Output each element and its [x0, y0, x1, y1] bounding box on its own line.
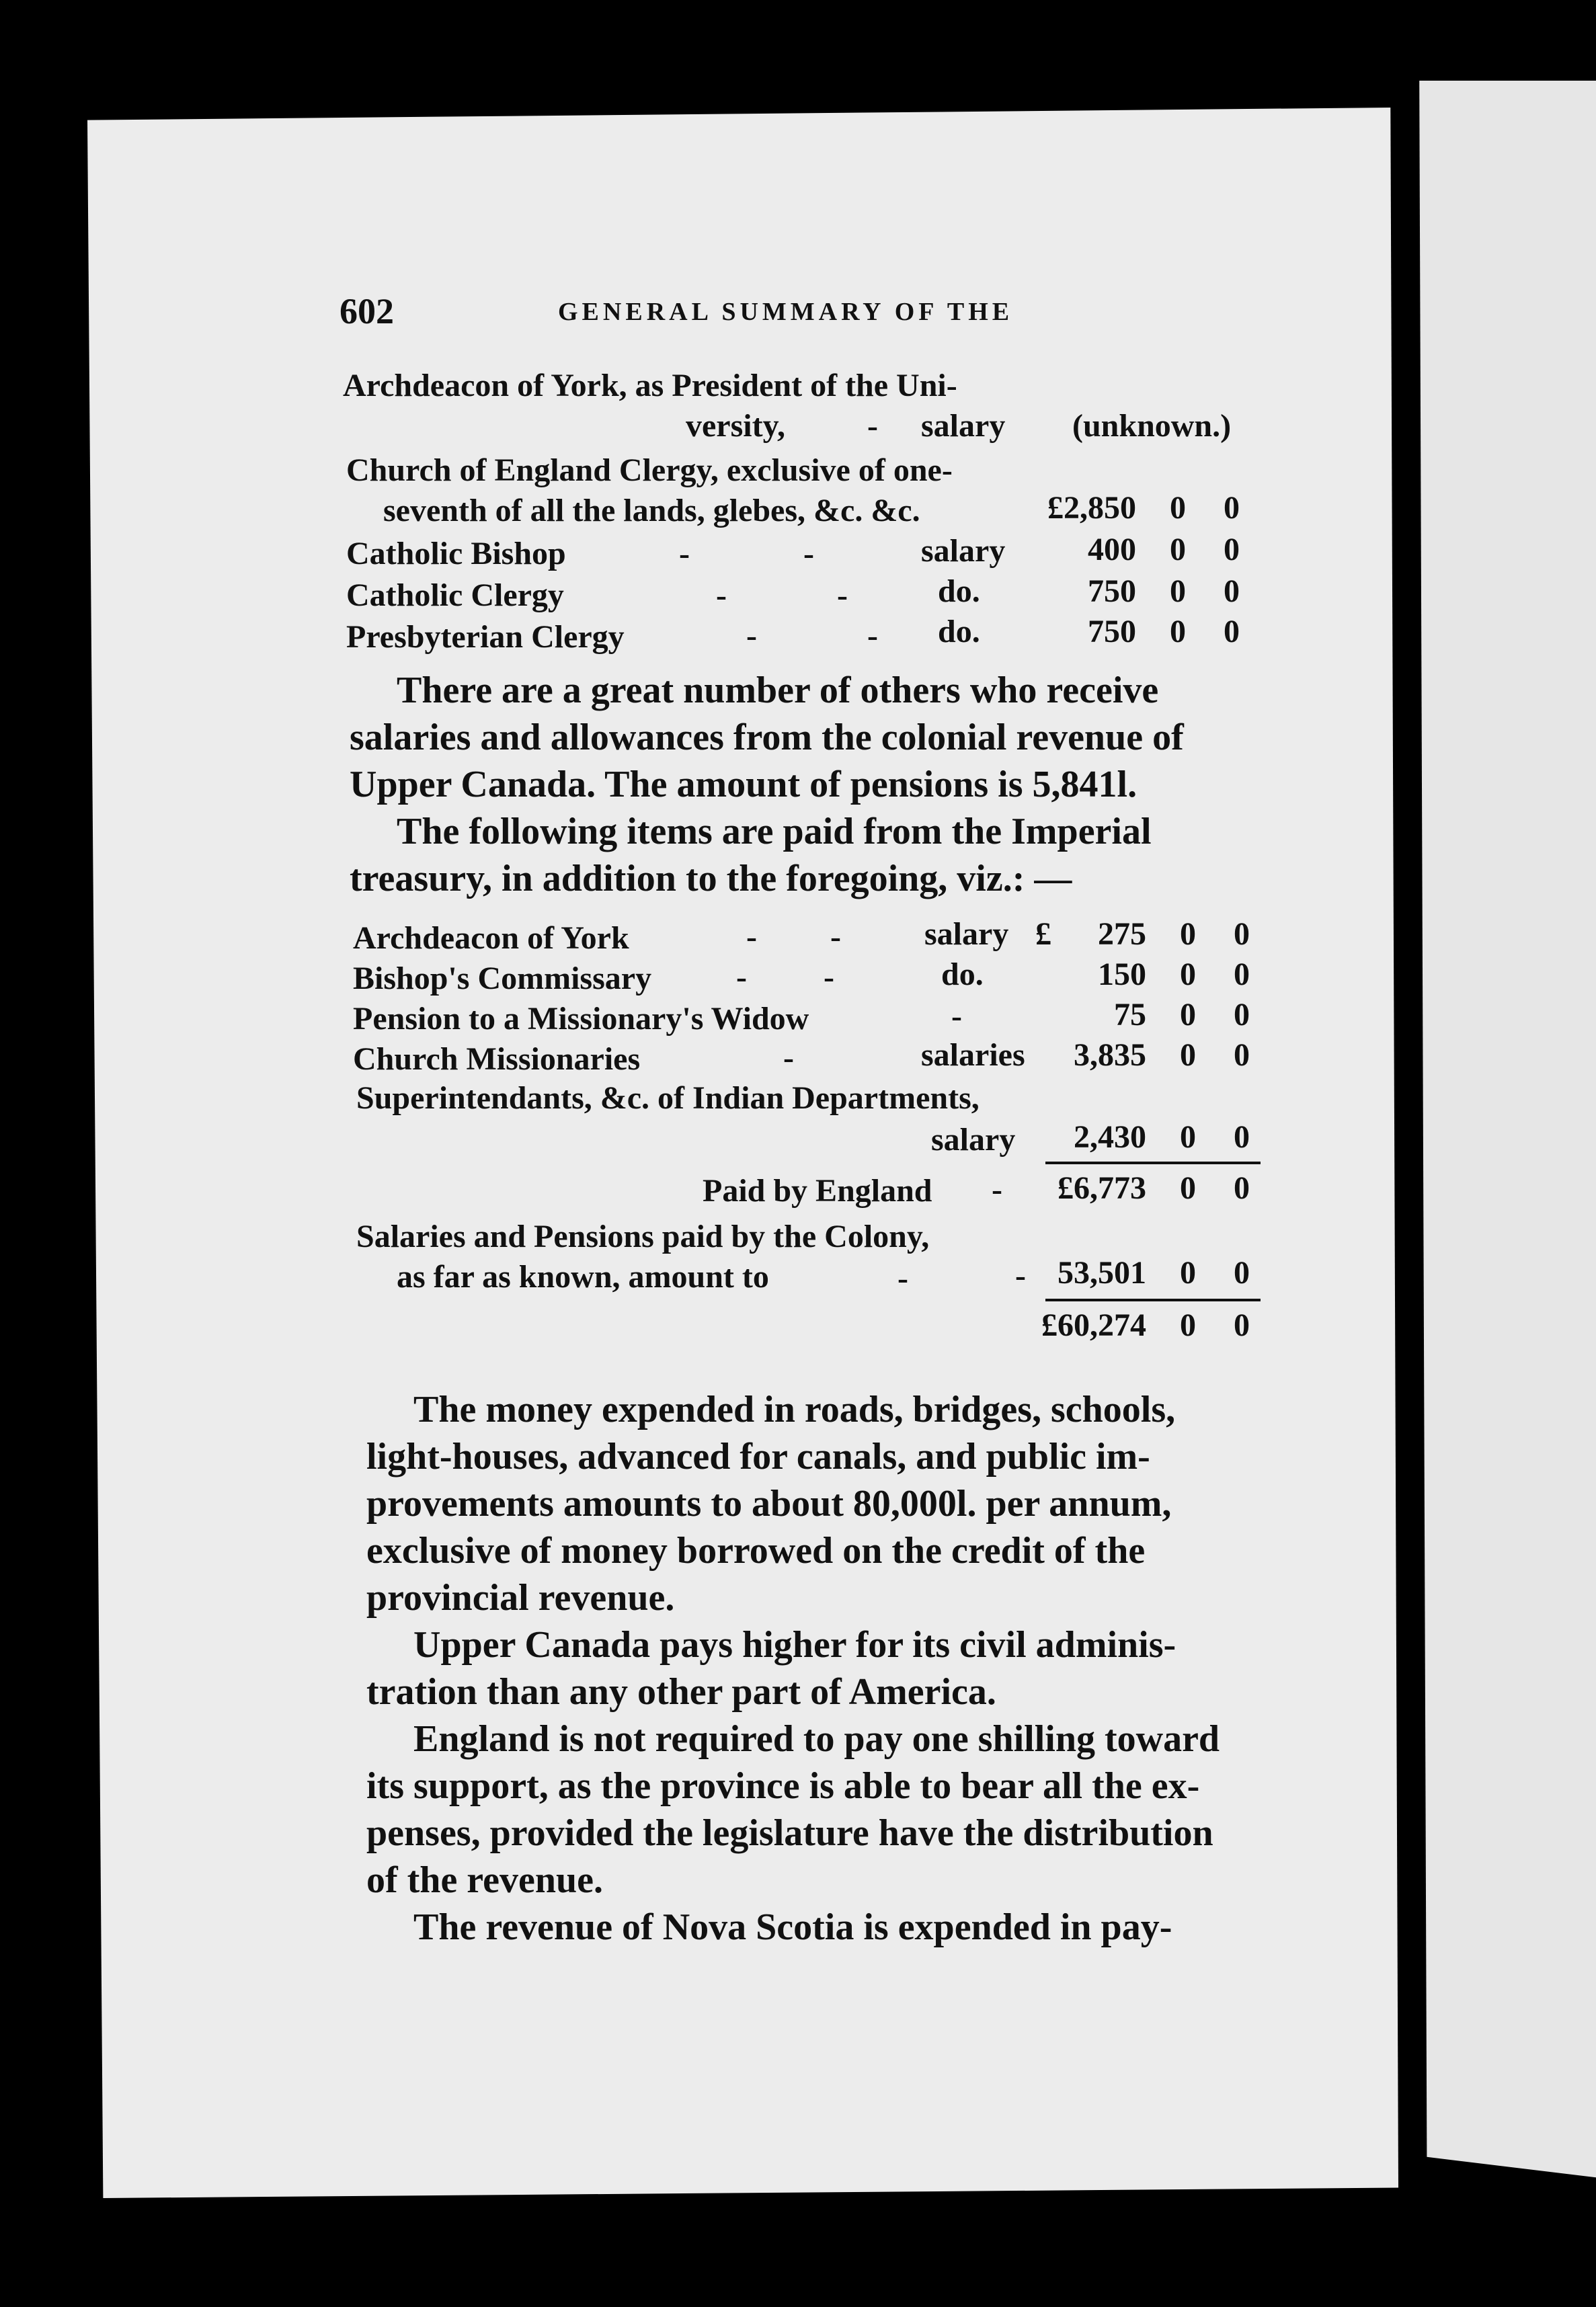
table2-row4-pence: 0 [1234, 1037, 1250, 1073]
table2-row3-amount: 75 [1114, 997, 1146, 1033]
subtotal-label: Paid by England [703, 1173, 932, 1209]
colony-label-line2: as far as known, amount to [397, 1259, 769, 1295]
table1-row2-pence: 0 [1224, 490, 1240, 526]
table1-row1-label-line1: Archdeacon of York, as President of the Uni- [343, 368, 957, 403]
table2-row2-pence: 0 [1234, 957, 1250, 992]
table2-row2-label: Bishop's Commissary [353, 961, 652, 996]
total-pence: 0 [1234, 1307, 1250, 1343]
para1-line5: treasury, in addition to the foregoing, viz.: — [350, 858, 1072, 899]
paragraph-expenditure [366, 1386, 1261, 1951]
table1-row3-label: Catholic Bishop [346, 536, 566, 571]
colony-dash1: - [897, 1260, 908, 1296]
subtotal-pence: 0 [1234, 1170, 1250, 1206]
para2-p1-line2: light-houses, advanced for canals, and public im- [366, 1436, 1150, 1478]
table1-row5-label: Presbyterian Clergy [346, 619, 625, 655]
table1-row4-pence: 0 [1224, 573, 1240, 609]
colony-shillings: 0 [1180, 1255, 1196, 1291]
table2-row5-pence: 0 [1234, 1119, 1250, 1155]
table1-row1-amount: (unknown.) [1072, 408, 1232, 444]
para2-p2-line2: tration than any other part of America. [366, 1671, 996, 1713]
table2-row2-amount: 150 [1098, 957, 1146, 992]
colony-pence: 0 [1234, 1255, 1250, 1291]
para2-p4-line1: The revenue of Nova Scotia is expended in pay- [413, 1906, 1172, 1948]
table1-row2-shillings: 0 [1170, 490, 1186, 526]
page-gutter [1400, 87, 1417, 2178]
table1-row3-dash1: - [679, 536, 690, 571]
table2-row3-pence: 0 [1234, 997, 1250, 1033]
para2-p2-line1: Upper Canada pays higher for its civil adminis- [413, 1624, 1176, 1666]
table2-row2-shillings: 0 [1180, 957, 1196, 992]
table2-row3-dash: - [951, 998, 962, 1034]
subtotal-shillings: 0 [1180, 1170, 1196, 1206]
table1-row3-pence: 0 [1224, 532, 1240, 567]
table2-row5-type: salary [931, 1122, 1016, 1158]
table1-row5-dash1: - [746, 618, 757, 653]
total-amount: £60,274 [1041, 1307, 1146, 1343]
colony-label-line1: Salaries and Pensions paid by the Colony, [356, 1219, 930, 1254]
table1-row2-amount: £2,850 [1047, 490, 1136, 526]
table2-row1-type: salary [924, 916, 1009, 952]
table2-row2-dash2: - [824, 959, 834, 995]
table2-row1-shillings: 0 [1180, 916, 1196, 952]
table1-row5-dash2: - [867, 618, 878, 653]
table1-row3-dash2: - [803, 536, 814, 571]
table1-row3-type: salary [921, 533, 1006, 569]
table2-row5-amount: 2,430 [1074, 1119, 1146, 1155]
table1-row5-amount: 750 [1088, 614, 1136, 649]
table2-row1-currency: £ [1035, 916, 1051, 952]
para1-line1: There are a great number of others who receive [397, 670, 1159, 711]
para1-line2: salaries and allowances from the colonial revenue of [350, 717, 1184, 758]
para2-p1-line3: provements amounts to about 80,000l. per annum, [366, 1483, 1172, 1525]
table1-row4-amount: 750 [1088, 573, 1136, 609]
table2-row4-label: Church Missionaries [353, 1041, 641, 1077]
table1-row1-dash: - [867, 408, 878, 444]
subtotal-amount: £6,773 [1058, 1170, 1146, 1206]
table1-row5-type: do. [938, 614, 980, 649]
table1-row2-label-line2: seventh of all the lands, glebes, &c. &c. [383, 493, 920, 528]
table1-row4-type: do. [938, 573, 980, 609]
table2-row1-dash1: - [746, 919, 757, 955]
para2-p3-line3: penses, provided the legislature have the distribution [366, 1812, 1213, 1854]
table1-row1-label-line2: versity, [686, 408, 785, 444]
table2-row1-dash2: - [830, 919, 841, 955]
para2-p3-line1: England is not required to pay one shilling toward [413, 1718, 1220, 1760]
table2-row2-type: do. [941, 957, 984, 992]
facing-page-edge [1412, 81, 1596, 2178]
para2-p1-line1: The money expended in roads, bridges, schools, [413, 1389, 1176, 1430]
table1-row3-amount: 400 [1088, 532, 1136, 567]
page-number: 602 [340, 291, 394, 331]
table2-row1-amount: 275 [1098, 916, 1146, 952]
table2-row4-shillings: 0 [1180, 1037, 1196, 1073]
total-shillings: 0 [1180, 1307, 1196, 1343]
table2-row3-label: Pension to a Missionary's Widow [353, 1001, 809, 1037]
table2-row4-type: salaries [921, 1037, 1025, 1073]
colony-amount: 53,501 [1058, 1255, 1146, 1291]
table1-row2-label-line1: Church of England Clergy, exclusive of one- [346, 452, 953, 488]
table2-row5-shillings: 0 [1180, 1119, 1196, 1155]
table2-row4-amount: 3,835 [1074, 1037, 1146, 1073]
para2-p1-line4: exclusive of money borrowed on the credit of the [366, 1530, 1146, 1572]
table2-row1-pence: 0 [1234, 916, 1250, 952]
para2-p3-line2: its support, as the province is able to bear all the ex- [366, 1765, 1200, 1807]
table2-row3-shillings: 0 [1180, 997, 1196, 1033]
table1-row5-shillings: 0 [1170, 614, 1186, 649]
subtotal-rule [1045, 1162, 1261, 1164]
table1-row4-dash1: - [716, 577, 727, 613]
para2-p3-line4: of the revenue. [366, 1859, 603, 1901]
table1-row3-shillings: 0 [1170, 532, 1186, 567]
table2-row2-dash1: - [736, 959, 747, 995]
para2-p1-line5: provincial revenue. [366, 1577, 675, 1619]
paragraph-pensions [350, 667, 1254, 902]
running-title: GENERAL SUMMARY OF THE [558, 298, 1014, 326]
subtotal-dash: - [992, 1172, 1002, 1207]
table1-row1-type: salary [921, 408, 1006, 444]
table1-row4-dash2: - [837, 577, 848, 613]
table1-row4-shillings: 0 [1170, 573, 1186, 609]
total-rule [1045, 1299, 1261, 1301]
colony-dash2: - [1015, 1258, 1026, 1293]
para1-line3: Upper Canada. The amount of pensions is 5,841l. [350, 764, 1138, 805]
para1-line4: The following items are paid from the Imperial [397, 811, 1152, 852]
table2-row5-label: Superintendants, &c. of Indian Departments, [356, 1080, 980, 1116]
table2-row1-label: Archdeacon of York [353, 920, 629, 956]
table1-row4-label: Catholic Clergy [346, 577, 564, 613]
table2-row4-dash: - [783, 1040, 794, 1076]
table1-row5-pence: 0 [1224, 614, 1240, 649]
